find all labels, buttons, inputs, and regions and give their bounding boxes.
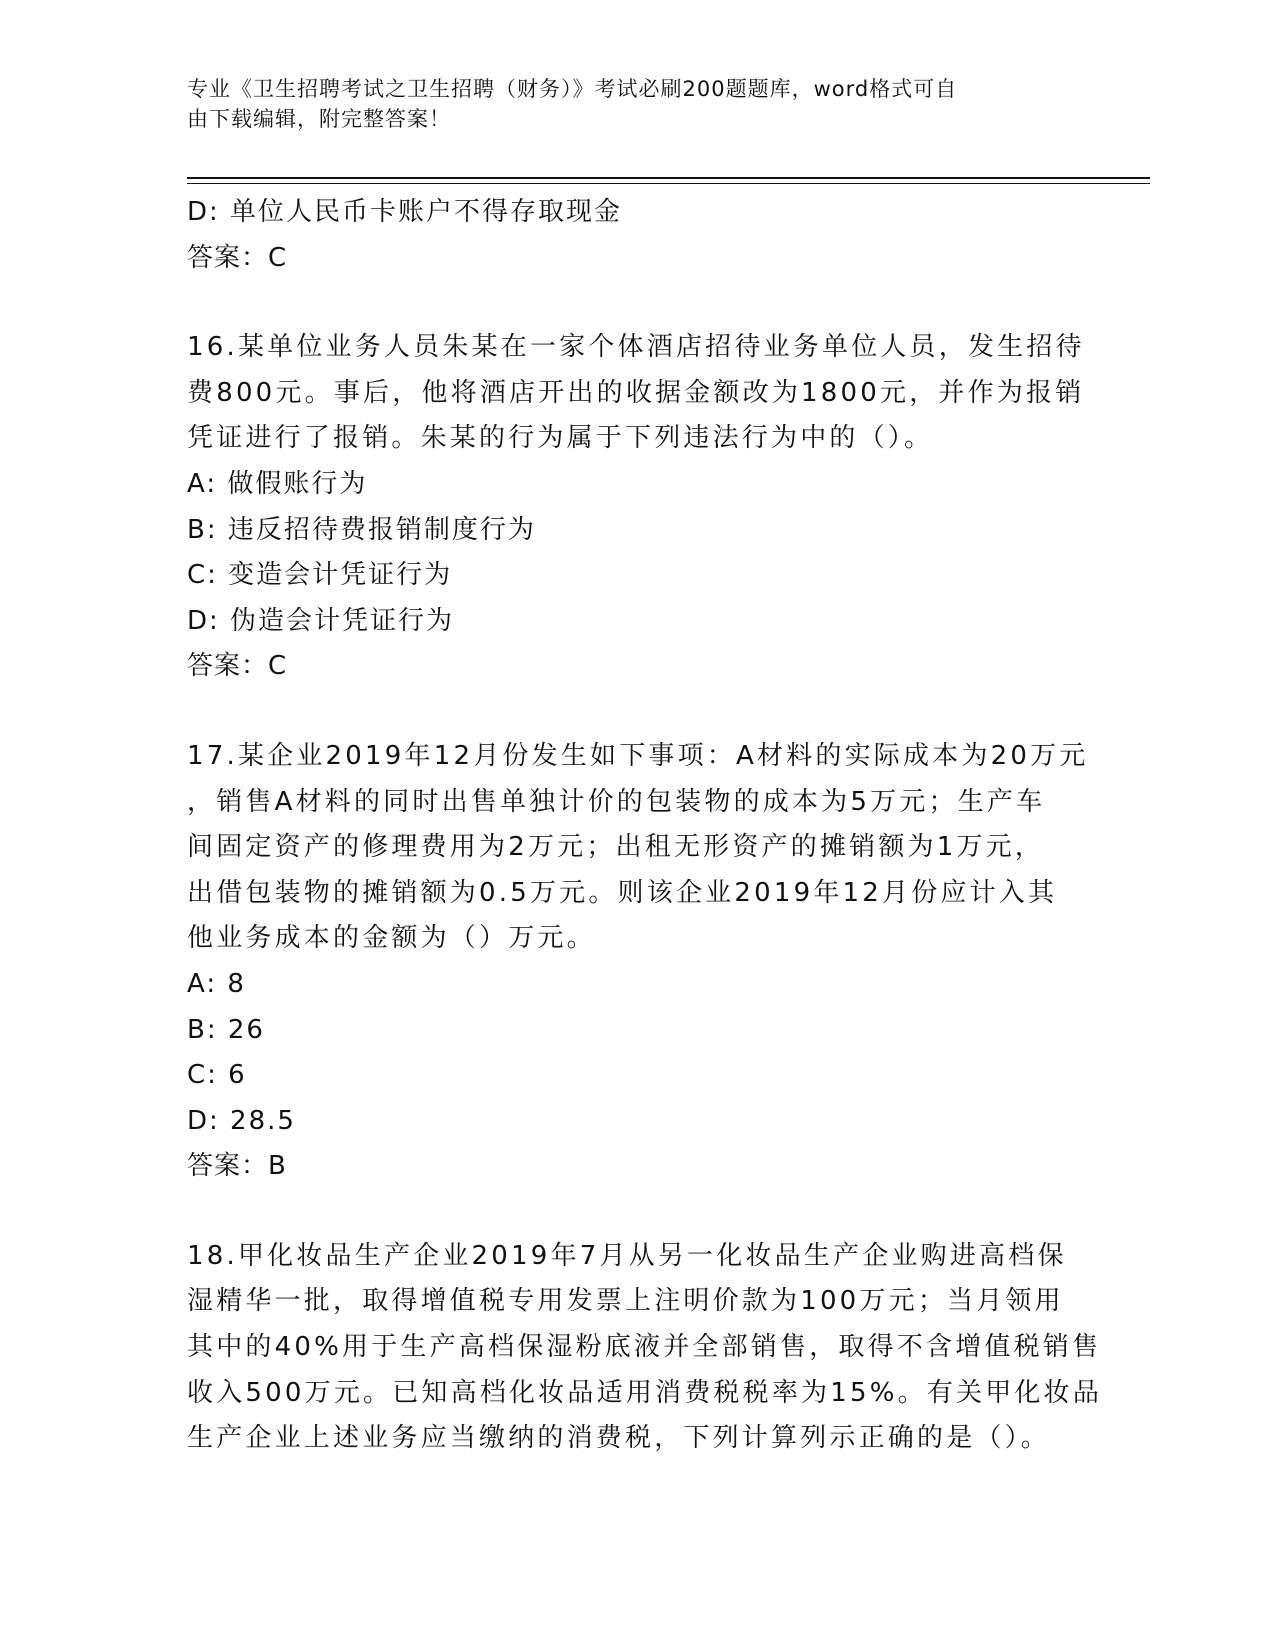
question-16 [187, 325, 1087, 690]
question-17 [187, 734, 1087, 1190]
q16-stem-line-2: 费800元。事后，他将酒店开出的收据金额改为1800元，并作为报销 [187, 377, 1085, 408]
header-line-2: 由下载编辑，附完整答案！ [187, 107, 451, 131]
q15-answer: 答案：C [187, 242, 288, 273]
q16-option-d: D: 伪造会计凭证行为 [187, 605, 455, 636]
q17-option-d: D: 28.5 [187, 1105, 296, 1136]
q16-stem-line-1: 16.某单位业务人员朱某在一家个体酒店招待业务单位人员，发生招待 [187, 332, 1085, 363]
q17-stem-line-5: 他业务成本的金额为（）万元。 [187, 923, 596, 954]
document-body [187, 190, 1103, 1462]
q18-stem-line-5: 生产企业上述业务应当缴纳的消费税，下列计算列示正确的是（）。 [187, 1423, 1051, 1454]
q17-stem-line-2: ，销售A材料的同时出售单独计价的包装物的成本为5万元；生产车 [187, 786, 1046, 817]
q16-answer: 答案：C [187, 651, 288, 682]
spacer [187, 1190, 1087, 1234]
header-line-1: 专业《卫生招聘考试之卫生招聘（财务）》考试必刷200题题库，word格式可自 [187, 77, 958, 101]
q17-answer: 答案：B [187, 1151, 287, 1182]
q18-stem-line-1: 18.甲化妆品生产企业2019年7月从另一化妆品生产企业购进高档保 [187, 1240, 1067, 1271]
q16-stem-line-3: 凭证进行了报销。朱某的行为属于下列违法行为中的（）。 [187, 423, 934, 454]
q16-option-c: C: 变造会计凭证行为 [187, 560, 453, 591]
spacer [187, 690, 1087, 734]
q15-option-d: D: 单位人民币卡账户不得存取现金 [187, 197, 623, 227]
spacer [187, 281, 1087, 325]
header-rule-thin [187, 183, 1150, 184]
question-18 [187, 1234, 1103, 1462]
q18-stem-line-3: 其中的40%用于生产高档保湿粉底液并全部销售，取得不含增值税销售 [187, 1332, 1102, 1363]
header-rule-thick [187, 177, 1150, 179]
q17-option-c: C: 6 [187, 1060, 247, 1091]
q16-option-a: A: 做假账行为 [187, 468, 368, 499]
q18-stem-line-2: 湿精华一批，取得增值税专用发票上注明价款为100万元；当月领用 [187, 1286, 1064, 1317]
q17-stem-line-3: 间固定资产的修理费用为2万元；出租无形资产的摊销额为1万元， [187, 832, 1045, 863]
q17-stem-line-4: 出借包装物的摊销额为0.5万元。则该企业2019年12月份应计入其 [187, 877, 1058, 908]
q18-stem-line-4: 收入500万元。已知高档化妆品适用消费税税率为15%。有关甲化妆品 [187, 1377, 1103, 1408]
q17-option-a: A: 8 [187, 968, 246, 999]
document-header [187, 74, 1067, 134]
q16-option-b: B: 违反招待费报销制度行为 [187, 514, 536, 545]
q17-option-b: B: 26 [187, 1014, 265, 1045]
q17-stem-line-1: 17.某企业2019年12月份发生如下事项：A材料的实际成本为20万元 [187, 740, 1089, 771]
